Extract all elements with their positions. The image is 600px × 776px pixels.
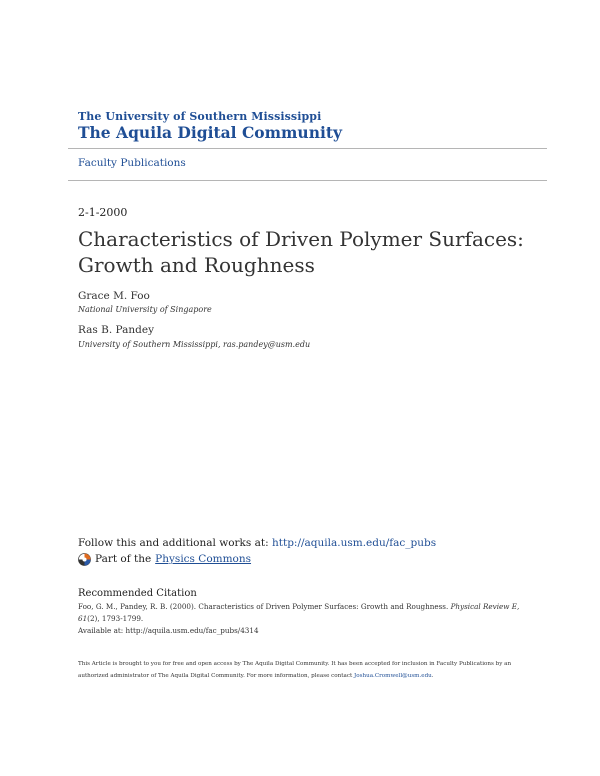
- contact-email-link[interactable]: Joshua.Cromwell@usm.edu: [354, 672, 432, 679]
- publication-date: 2-1-2000: [78, 206, 128, 219]
- citation-journal: Physical Review E, 61: [78, 602, 520, 623]
- article-title: [78, 226, 548, 278]
- citation-prefix: Foo, G. M., Pandey, R. B. (2000). Characteristics of Driven Polymer Surfaces: Growth and Roughness.: [78, 602, 451, 611]
- physics-commons-link[interactable]: Physics Commons: [155, 553, 252, 565]
- follow-line: [78, 536, 436, 550]
- recommended-citation-heading: Recommended Citation: [78, 588, 197, 599]
- author-affiliation: National University of Singapore: [78, 305, 212, 314]
- divider-top: [68, 148, 547, 149]
- follow-text: Follow this and additional works at:: [78, 537, 272, 549]
- follow-link[interactable]: http://aquila.usm.edu/fac_pubs: [272, 537, 437, 549]
- university-name[interactable]: The University of Southern Mississippi: [78, 110, 322, 123]
- title-line-2: Growth and Roughness: [78, 253, 315, 277]
- part-of-line: [78, 552, 251, 566]
- notice-text: This Article is brought to you for free and open access by The Aquila Digital Community. It has been accepted for inclusion in Faculty Publications by an authorized administrator of The Aquila Digital Community. For more information, please contact: [78, 661, 512, 679]
- part-of-text: Part of the: [95, 553, 152, 565]
- author-name: Grace M. Foo: [78, 290, 150, 302]
- repository-name[interactable]: The Aquila Digital Community: [78, 123, 343, 142]
- collection-link[interactable]: Faculty Publications: [78, 157, 186, 169]
- notice-end: .: [431, 672, 434, 679]
- author-name: Ras B. Pandey: [78, 324, 155, 336]
- institution-header: [78, 110, 342, 142]
- citation-available[interactable]: Available at: http://aquila.usm.edu/fac_pubs/4314: [78, 626, 259, 635]
- citation-suffix: (2), 1793-1799.: [87, 614, 144, 623]
- title-line-1: Characteristics of Driven Polymer Surfaces:: [78, 227, 524, 251]
- access-notice: [78, 659, 528, 682]
- divider-bottom: [68, 180, 547, 181]
- author-affiliation: University of Southern Mississippi, ras.pandey@usm.edu: [78, 340, 311, 349]
- citation-text: [78, 601, 528, 637]
- commons-icon: [78, 553, 91, 566]
